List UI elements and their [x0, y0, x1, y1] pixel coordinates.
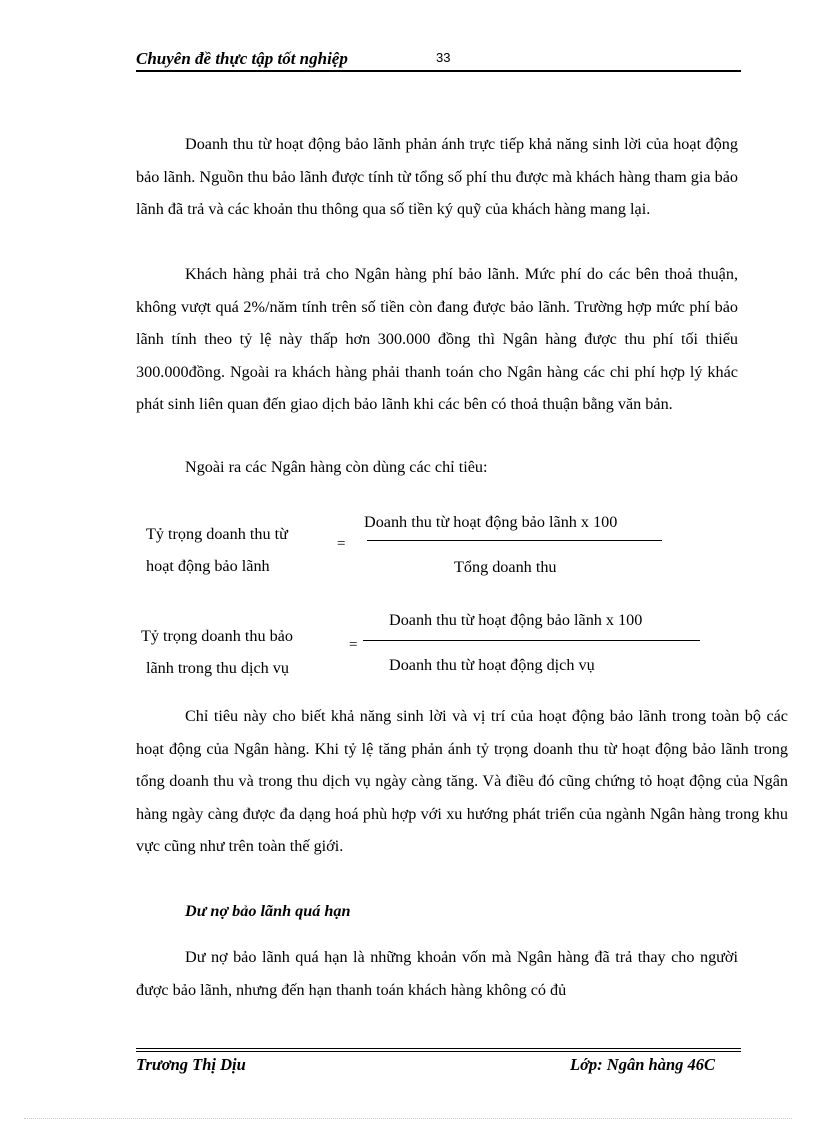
- page-bottom-dotted-line: [24, 1118, 792, 1119]
- footer-class: Lớp: Ngân hàng 46C: [570, 1055, 716, 1074]
- fraction-bar: [367, 540, 662, 541]
- formula-equals: =: [337, 536, 346, 552]
- formula-denominator: Doanh thu từ hoạt động dịch vụ: [389, 656, 595, 674]
- paragraph-revenue: Doanh thu từ hoạt động bảo lãnh phản ánh trực tiếp khả năng sinh lời của hoạt động bảo lãnh. Nguồn thu bảo lãnh được tính từ tổng số phí thu được mà khách hàng tham gia bảo lãnh đã trả và các khoản thu thông qua số tiền ký quỹ của khách hàng mang lại.: [136, 135, 738, 218]
- section-subheading: Dư nợ bảo lãnh quá hạn: [185, 902, 351, 920]
- page-number: 33: [436, 50, 451, 65]
- formula-label-line1: Tỷ trọng doanh thu bảo: [141, 627, 293, 645]
- footer-divider: [136, 1048, 741, 1049]
- paragraph-guarantee-fee: Khách hàng phải trả cho Ngân hàng phí bảo lãnh. Mức phí do các bên thoả thuận, không vượt quá 2%/năm tính trên số tiền còn đang được bảo lãnh. Trường hợp mức phí bảo lãnh tính theo tỷ lệ này thấp hơn 300.000 đồng thì Ngân hàng được thu phí tối thiểu 300.000đồng. Ngoài ra khách hàng phải thanh toán cho Ngân hàng các chi phí hợp lý khác phát sinh liên quan đến giao dịch bảo lãnh khi các bên có thoả thuận bằng văn bản.: [136, 265, 738, 413]
- formula-numerator: Doanh thu từ hoạt động bảo lãnh x 100: [389, 611, 643, 629]
- formula-equals: =: [349, 637, 358, 653]
- footer-author: Trương Thị Dịu: [136, 1055, 246, 1074]
- formula-numerator: Doanh thu từ hoạt động bảo lãnh x 100: [364, 513, 618, 531]
- formula-label-line1: Tỷ trọng doanh thu từ: [146, 525, 288, 543]
- fraction-bar: [363, 640, 700, 641]
- formula-denominator: Tổng doanh thu: [454, 558, 557, 576]
- formula-label-line2: lãnh trong thu dịch vụ: [146, 659, 289, 677]
- document-title: Chuyên đề thực tập tốt nghiệp: [136, 49, 348, 68]
- paragraph-indicator-meaning: Chỉ tiêu này cho biết khả năng sinh lời và vị trí của hoạt động bảo lãnh trong toàn bộ các hoạt động của Ngân hàng. Khi tỷ lệ tăng phản ánh tỷ trọng doanh thu từ hoạt động bảo lãnh trong tổng doanh thu và trong thu dịch vụ ngày càng tăng. Và điều đó cũng chứng tỏ hoạt động của Ngân hàng ngày càng được đa dạng hoá phù hợp với xu hướng phát triển của ngành Ngân hàng trong khu vực cũng như trên toàn thế giới.: [136, 707, 788, 855]
- footer-divider-double: [136, 1051, 741, 1052]
- formula-label-line2: hoạt động bảo lãnh: [146, 557, 270, 575]
- paragraph-overdue-guarantee: Dư nợ bảo lãnh quá hạn là những khoản vốn mà Ngân hàng đã trả thay cho người được bảo lãnh, nhưng đến hạn thanh toán khách hàng không có đủ: [136, 948, 738, 999]
- paragraph-indicators-intro: Ngoài ra các Ngân hàng còn dùng các chỉ tiêu:: [185, 458, 488, 476]
- header-divider: [136, 70, 741, 72]
